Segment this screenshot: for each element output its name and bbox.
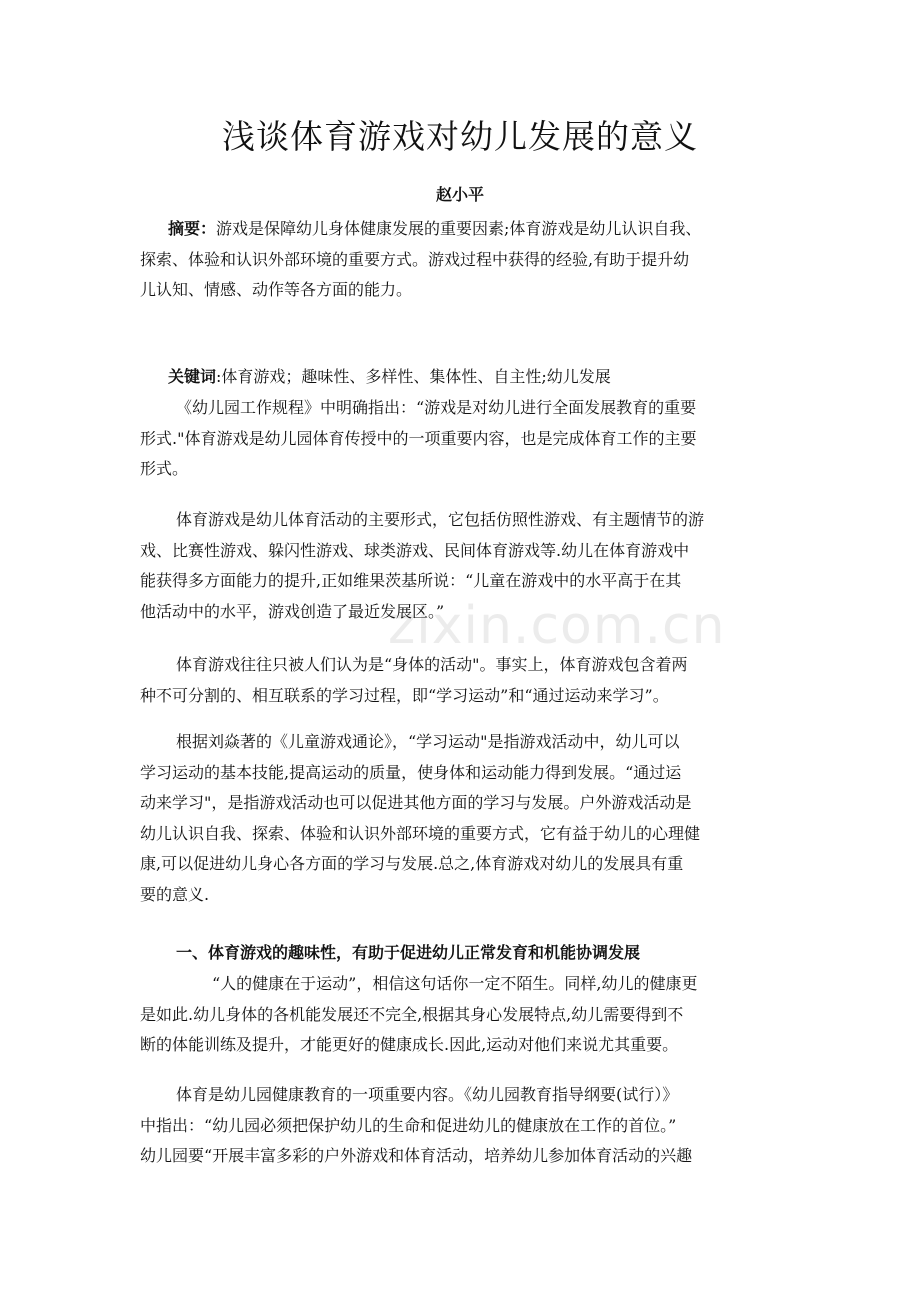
paragraph-line: 《幼儿园工作规程》中明确指出：“游戏是对幼儿进行全面发展教育的重要 [176,398,697,417]
paragraph-line: 体育游戏是幼儿体育活动的主要形式，它包括仿照性游戏、有主题情节的游 [176,510,705,529]
section-heading-text: 一、体育游戏的趣味性，有助于促进幼儿正常发育和机能协调发展 [176,943,641,962]
abstract-line: 游戏是保障幼儿身体健康发展的重要因素;体育游戏是幼儿认识自我、 [216,219,702,238]
paragraph [140,393,780,485]
paragraph [140,969,780,1061]
paragraph [140,1080,780,1172]
paragraph-line: 幼儿认识自我、探索、体验和认识外部环境的重要方式，它有益于幼儿的心理健 [140,823,701,843]
paragraph-line: 他活动中的水平，游戏创造了最近发展区。” [140,601,445,621]
paragraph-line: 形式。 [140,459,189,478]
keywords-text: :体育游戏；趣味性、多样性、集体性、自主性;幼儿发展 [216,367,611,386]
paragraph-line: 中指出：“幼儿园必须把保护幼儿的生命和促进幼儿的健康放在工作的首位。” [140,1115,677,1135]
paragraph-line: 根据刘焱著的《儿童游戏通论》，“学习运动"是指游戏活动中，幼儿可以 [176,732,680,751]
abstract-line: 儿认知、情感、动作等各方面的能力。 [140,280,413,299]
paragraph-line: 戏、比赛性游戏、躲闪性游戏、球类游戏、民间体育游戏等.幼儿在体育游戏中 [140,540,690,560]
paragraph [140,505,780,627]
paragraph-line: 体育是幼儿园健康教育的一项重要内容。《幼儿园教育指导纲要(试行）》 [176,1085,679,1104]
paragraph [140,650,780,711]
paragraph-line: 是如此.幼儿身体的各机能发展还不完全,根据其身心发展特点,幼儿需要得到不 [140,1004,684,1024]
abstract-line: 探索、体验和认识外部环境的重要方式。游戏过程中获得的经验,有助于提升幼 [140,249,690,269]
paragraph-line: 形式."体育游戏是幼儿园体育传授中的一项重要内容，也是完成体育工作的主要 [140,428,697,448]
abstract [140,214,780,306]
paragraph-line: 能获得多方面能力的提升,正如维果茨基所说：“儿童在游戏中的水平高于在其 [140,571,682,590]
paragraph-line: 幼儿园要“开展丰富多彩的户外游戏和体育活动，培养幼儿参加体育活动的兴趣 [140,1146,693,1165]
paragraph-line: 动来学习"，是指游戏活动也可以促进其他方面的学习与发展。户外游戏活动是 [140,793,692,812]
document-title: 浅谈体育游戏对幼儿发展的意义 [222,117,698,156]
paragraph-line: 种不可分割的、相互联系的学习过程，即“学习运动”和“通过运动来学习”。 [140,685,669,705]
paragraph-line: 断的体能训练及提升，才能更好的健康成长.因此,运动对他们来说尤其重要。 [140,1035,679,1054]
keywords [140,362,780,393]
keywords-label: 关键词 [168,367,217,386]
paragraph-line: 康,可以促进幼儿身心各方面的学习与发展.总之,体育游戏对幼儿的发展具有重 [140,854,684,873]
paragraph-line: “人的健康在于运动”，相信这句话你一定不陌生。同样,幼儿的健康更 [212,974,698,993]
paragraph-line: 学习运动的基本技能,提高运动的质量，使身体和运动能力得到发展。“通过运 [140,762,682,782]
paragraph [140,727,780,910]
abstract-label: 摘要： [168,219,217,238]
section-heading [140,938,780,969]
document-page [140,0,780,1302]
author-name: 赵小平 [435,185,484,204]
paragraph-line: 体育游戏往往只被人们认为是“身体的活动"。事实上，体育游戏包含着两 [176,655,688,674]
watermark: zixin.com.cn [388,596,726,656]
paragraph-line: 要的意义. [140,884,210,904]
